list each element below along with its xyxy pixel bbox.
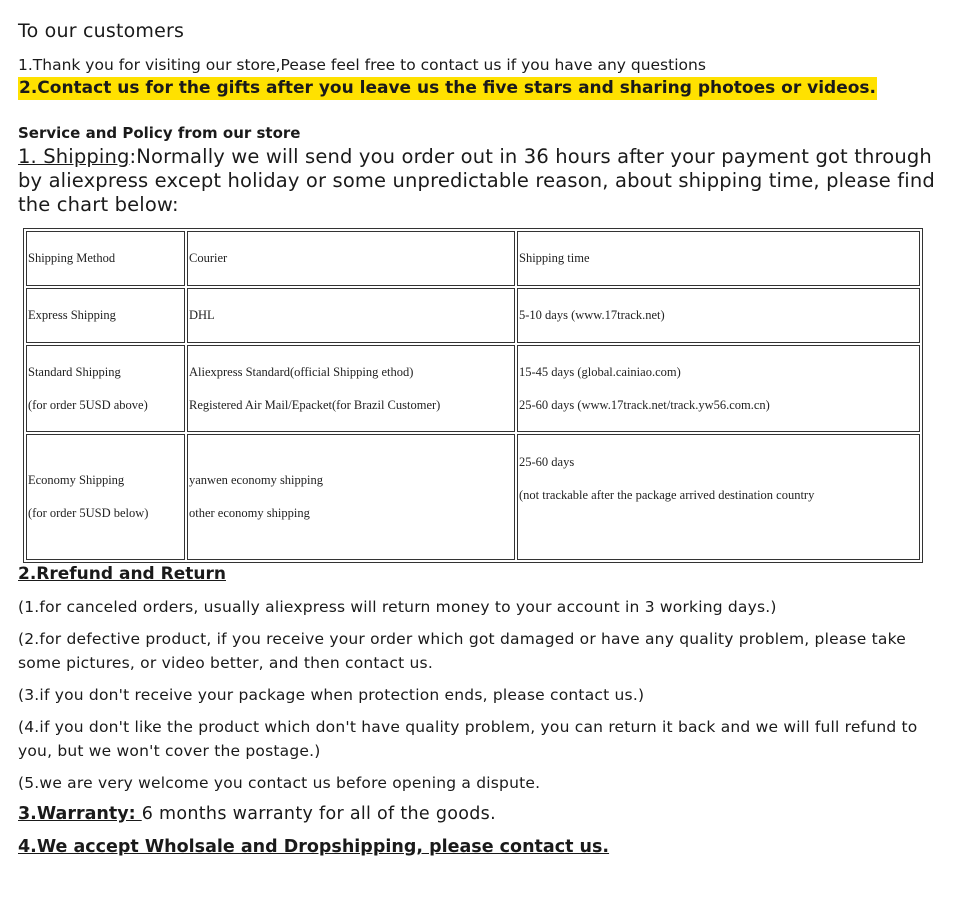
standard-courier-2: Registered Air Mail/Epacket(for Brazil Customer) xyxy=(189,397,441,412)
standard-time-2: 25-60 days (www.17track.net/track.yw56.com.cn) xyxy=(519,397,770,412)
standard-courier-1: Aliexpress Standard(official Shipping ethod) xyxy=(189,364,414,379)
shipping-lead: 1. Shipping xyxy=(18,145,130,168)
warranty-text: 6 months warranty for all of the goods. xyxy=(141,804,496,824)
economy-time-cell xyxy=(517,434,920,560)
table-header-row xyxy=(26,231,920,286)
standard-time-1: 15-45 days (global.cainiao.com) xyxy=(519,364,681,379)
refund-item: (3.if you don't receive your package when protection ends, please contact us.) xyxy=(18,686,645,704)
economy-courier-1: yanwen economy shipping xyxy=(189,473,324,487)
thanks-note: 1.Thank you for visiting our store,Pease feel free to contact us if you have any questions xyxy=(18,56,706,74)
economy-time-1: 25-60 days xyxy=(519,455,575,469)
header-method: Shipping Method xyxy=(26,231,185,286)
standard-courier-cell xyxy=(187,345,515,432)
shipping-paragraph xyxy=(18,145,958,217)
economy-courier-cell xyxy=(187,434,515,560)
economy-method-note: (for order 5USD below) xyxy=(28,506,149,520)
page-title: To our customers xyxy=(18,20,185,42)
economy-method-cell xyxy=(26,434,185,560)
express-time: 5-10 days (www.17track.net) xyxy=(517,288,920,343)
express-courier: DHL xyxy=(187,288,515,343)
standard-time-cell xyxy=(517,345,920,432)
standard-method-cell xyxy=(26,345,185,432)
gifts-highlight: 2.Contact us for the gifts after you leave us the five stars and sharing photoes or videos. xyxy=(19,78,876,98)
refund-item: (4.if you don't like the product which don't have quality problem, you can return it back and we will full refund to you, but we won't cover the postage.) xyxy=(18,718,918,760)
table-row xyxy=(26,288,920,343)
economy-time-2: (not trackable after the package arrived destination country xyxy=(519,488,815,502)
table-row xyxy=(26,345,920,432)
table-row xyxy=(26,434,920,560)
express-method: Express Shipping xyxy=(26,288,185,343)
warranty-label: 3.Warranty: xyxy=(18,804,142,824)
shipping-table xyxy=(23,228,923,563)
refund-item: (2.for defective product, if you receive your order which got damaged or have any quality problem, please take some pictures, or video better, and then contact us. xyxy=(18,630,906,672)
shipping-text: :Normally we will send you order out in 36 hours after your payment got through by aliexpress except holiday or some unpredictable reason, about shipping time, please find the chart below: xyxy=(18,145,935,216)
economy-courier-2: other economy shipping xyxy=(189,506,310,520)
refund-heading: 2.Rrefund and Return xyxy=(18,564,226,584)
service-heading: Service and Policy from our store xyxy=(18,124,301,142)
standard-method-note: (for order 5USD above) xyxy=(28,397,148,412)
warranty-line xyxy=(18,804,496,824)
header-time: Shipping time xyxy=(517,231,920,286)
wholesale-line: 4.We accept Wholsale and Dropshipping, please contact us. xyxy=(18,837,610,857)
standard-method: Standard Shipping xyxy=(28,364,121,379)
refund-item: (1.for canceled orders, usually aliexpress will return money to your account in 3 working days.) xyxy=(18,598,777,616)
refund-item: (5.we are very welcome you contact us before opening a dispute. xyxy=(18,774,541,792)
header-courier: Courier xyxy=(187,231,515,286)
economy-method: Economy Shipping xyxy=(28,473,125,487)
